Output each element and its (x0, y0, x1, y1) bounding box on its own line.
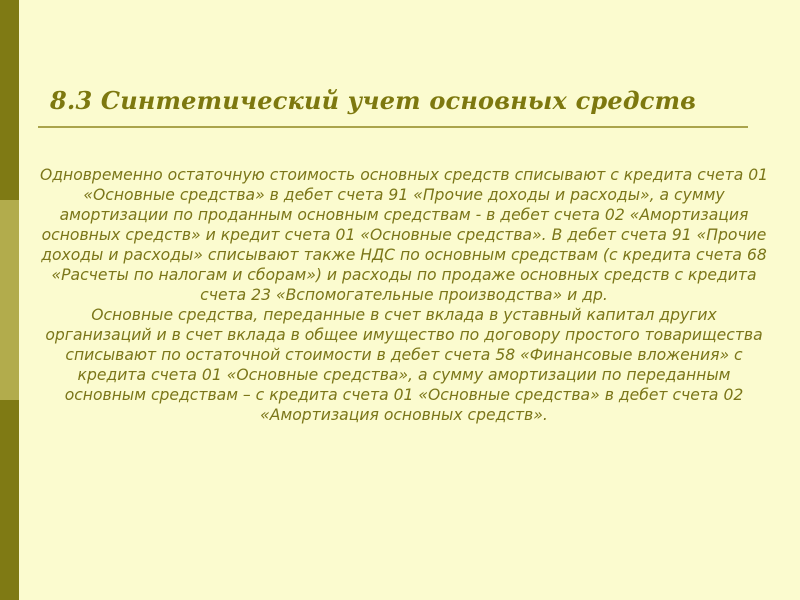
side-bar-bottom (0, 400, 19, 600)
title-underline (38, 126, 748, 128)
body-paragraph-1: Одновременно остаточную стоимость основных средств списывают с кредита счета 01 «Основные средства» в дебет счета 91 «Прочие доходы и расходы», а сумму амортизации по проданным основным средствам - в дебет счета 02 «Амортизация основных средств» и кредит счета 01 «Основные средства». В дебет счета 91 «Прочие доходы и расходы» списывают также НДС по основным средствам (с кредита счета 68 «Расчеты по налогам и сборам») и расходы по продаже основных средств с кредита счета 23 «Вспомогательные производства» и др. (39, 166, 769, 304)
side-bar-top (0, 0, 19, 200)
side-bar-middle (0, 200, 19, 400)
slide-body (36, 165, 772, 425)
slide-title: 8.3 Синтетический учет основных средств (50, 86, 697, 115)
body-paragraph-2: Основные средства, переданные в счет вклада в уставный капитал других организаций и в счет вклада в общее имущество по договору простого товарищества списывают по остаточной стоимости в дебет счета 58 «Финансовые вложения» с кредита счета 01 «Основные средства», а сумму амортизации по переданным основным средствам – с кредита счета 01 «Основные средства» в дебет счета 02 «Амортизация основных средств». (45, 306, 763, 424)
